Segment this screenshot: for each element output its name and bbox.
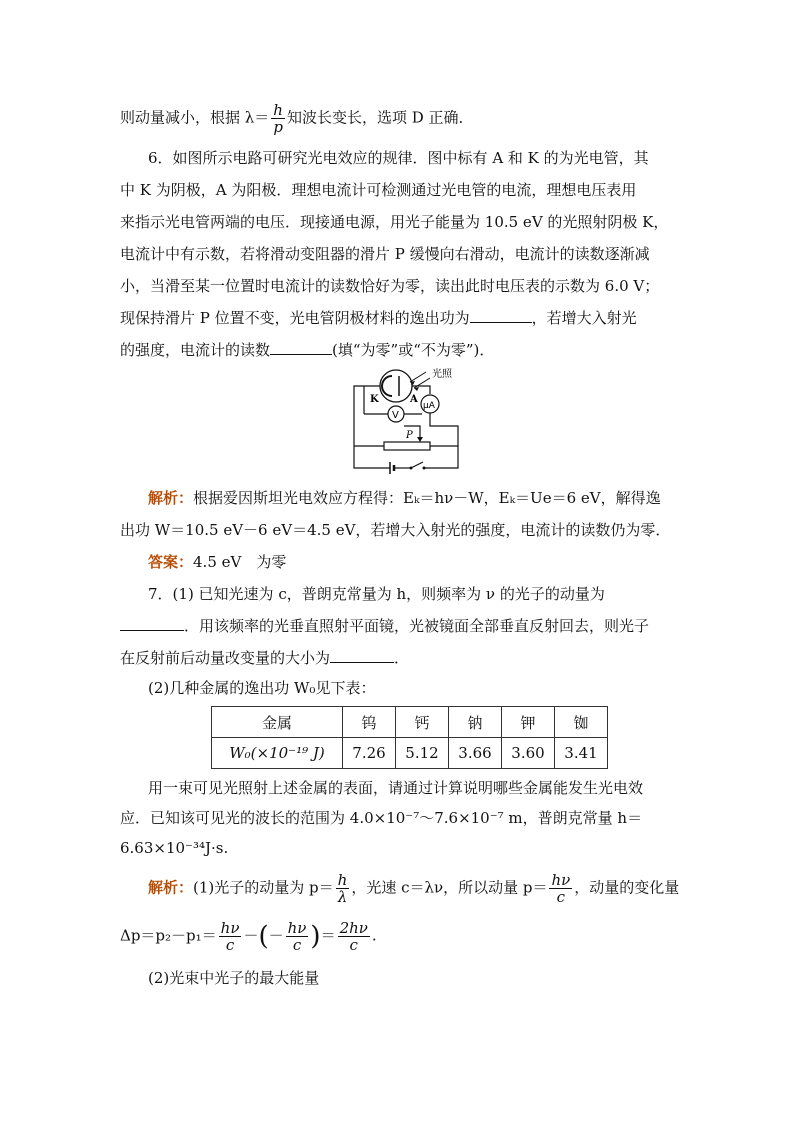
2hv-over-c-fraction <box>338 920 370 953</box>
fraction-numerator: hν <box>551 871 571 889</box>
rheostat <box>384 442 430 450</box>
lambda-h-over-p-fraction <box>271 102 285 135</box>
answer-blank-momentum-change[interactable] <box>330 648 394 663</box>
top-line-prefix: 则动量减小，根据 λ＝ <box>120 108 270 127</box>
q7-line-3-end: ． <box>394 649 410 667</box>
table-cell: 5.12 <box>396 738 449 769</box>
q7-line-1: 7．(1) 已知光速为 c，普朗克常量为 h，则频率为 ν 的光子的动量为 <box>148 585 605 603</box>
switch-contact <box>423 467 426 470</box>
answer-blank-momentum[interactable] <box>120 616 184 631</box>
microammeter-label: μA <box>423 401 435 411</box>
period: . <box>371 926 377 945</box>
fraction-denominator: p <box>273 118 283 136</box>
q6-line-1: 6．如图所示电路可研究光电效应的规律．图中标有 A 和 K 的为光电管，其 <box>148 149 649 167</box>
q6-line-7b: (填“为零”或“不为零”)． <box>332 341 495 359</box>
analysis-7-text: Δp＝p₂－p₁＝ <box>120 926 217 945</box>
analysis-7-line-1 <box>148 872 679 905</box>
fraction-denominator: c <box>225 936 235 954</box>
equals-sign: ＝ <box>320 926 336 945</box>
top-line-suffix: 知波长变长，选项 D 正确． <box>286 108 474 127</box>
table-cell: 铷 <box>555 707 608 738</box>
cathode-label: K <box>370 394 379 405</box>
paren-open: ( <box>258 921 269 952</box>
analysis-7-text: ，光速 c＝λν，所以动量 p＝ <box>351 878 548 897</box>
slider-label: P <box>406 430 413 441</box>
fraction-denominator: c <box>349 936 358 954</box>
analysis-7-line-2 <box>120 920 377 953</box>
table-cell: 3.66 <box>449 738 502 769</box>
photoelectric-circuit-diagram <box>344 364 464 476</box>
light-arrow <box>410 372 426 382</box>
q7-line-3 <box>120 648 409 668</box>
q7-line-2 <box>120 616 649 636</box>
q7-line-3-text: 在反射前后动量改变量的大小为 <box>120 649 331 667</box>
table-cell: 3.41 <box>555 738 608 769</box>
hv-over-c-fraction <box>219 920 242 953</box>
answer-blank-current-reading[interactable] <box>270 340 332 355</box>
table-header-label: 金属 <box>212 707 343 738</box>
analysis-6-line-2: 出功 W＝10.5 eV－6 eV＝4.5 eV，若增大入射光的强度，电流计的读数仍为零． <box>120 521 671 539</box>
q6-line-2: 中 K 为阴极，A 为阳极．理想电流计可检测通过光电管的电流，理想电压表用 <box>120 181 637 199</box>
answer-label: 答案： <box>148 553 194 571</box>
slider-arrow <box>417 437 423 442</box>
minus-sign: － <box>243 926 259 945</box>
table-row-label: W₀(×10⁻¹⁹ J) <box>212 738 343 769</box>
analysis-7-line-3: (2)光束中光子的最大能量 <box>148 969 320 987</box>
table-cell: 7.26 <box>343 738 396 769</box>
analysis-label: 解析： <box>148 489 194 507</box>
fraction-denominator: c <box>292 936 302 954</box>
answer-6-text: 4.5 eV 为零 <box>193 553 287 571</box>
paren-close: ) <box>310 921 321 952</box>
h-over-lambda-fraction <box>336 872 350 905</box>
fraction-denominator: λ <box>337 888 348 906</box>
q6-line-7 <box>120 340 494 360</box>
q7-text-line-3: 6.63×10⁻³⁴J·s. <box>120 839 229 857</box>
analysis-7-text: ，动量的变化量 <box>574 878 680 897</box>
fraction-numerator: 2hν <box>339 919 368 937</box>
q6-line-3: 来指示光电管两端的电压．现接通电源，用光子能量为 10.5 eV 的光照射阴极 K， <box>120 213 669 231</box>
q6-line-6a: 现保持滑片 P 位置不变，光电管阴极材料的逸出功为 <box>120 309 470 327</box>
table-cell: 3.60 <box>502 738 555 769</box>
voltmeter-label: V <box>392 410 399 421</box>
q7-text-line-2: 应．已知该可见光的波长的范围为 4.0×10⁻⁷～7.6×10⁻⁷ m，普朗克常量 h＝ <box>120 809 643 827</box>
table-row <box>212 707 608 738</box>
answer-6 <box>148 552 286 572</box>
table-cell: 钾 <box>502 707 555 738</box>
table-row <box>212 738 608 769</box>
wire-right <box>424 413 458 468</box>
top-line <box>120 102 474 135</box>
q6-line-4: 电流计中有示数，若将滑动变阻器的滑片 P 缓慢向右滑动，电流计的读数逐渐减 <box>120 245 650 263</box>
q7-line-2-text: ．用该频率的光垂直照射平面镜，光被镜面全部垂直反射回去，则光子 <box>184 617 650 635</box>
anode-label: A <box>410 394 418 405</box>
fraction-numerator: hν <box>220 919 240 937</box>
q6-line-5: 小，当滑至某一位置时电流计的读数恰好为零，读出此时电压表的示数为 6.0 V； <box>120 277 660 295</box>
answer-blank-work-function[interactable] <box>470 308 532 323</box>
q7-text-line-1: 用一束可见光照射上述金属的表面，请通过计算说明哪些金属能发生光电效 <box>148 779 644 797</box>
analysis-label: 解析： <box>148 878 194 897</box>
fraction-numerator: h <box>337 871 348 889</box>
q6-line-6b: ，若增大入射光 <box>531 309 637 327</box>
analysis-7-text: (1)光子的动量为 p＝ <box>193 878 334 897</box>
table-cell: 钙 <box>396 707 449 738</box>
q6-line-7a: 的强度，电流计的读数 <box>120 341 271 359</box>
analysis-6-text-1: 根据爱因斯坦光电效应方程得：Eₖ＝hν－W，Eₖ＝Ue＝6 eV，解得逸 <box>193 489 661 507</box>
hv-over-c-fraction <box>549 872 572 905</box>
table-cell: 钨 <box>343 707 396 738</box>
work-function-table <box>211 706 608 769</box>
minus-sign: － <box>268 926 284 945</box>
switch-lever <box>411 462 423 468</box>
fraction-numerator: hν <box>287 919 307 937</box>
fraction-denominator: c <box>556 888 566 906</box>
light-label: 光照 <box>432 369 452 380</box>
phototube-circle <box>380 370 412 402</box>
table-cell: 钠 <box>449 707 502 738</box>
q6-line-6 <box>120 308 637 328</box>
analysis-6-line-1 <box>148 488 661 508</box>
cathode-plate <box>382 376 392 396</box>
q7-line-4: (2)几种金属的逸出功 W₀见下表： <box>148 679 376 697</box>
hv-over-c-fraction <box>286 920 309 953</box>
fraction-numerator: h <box>273 101 283 119</box>
